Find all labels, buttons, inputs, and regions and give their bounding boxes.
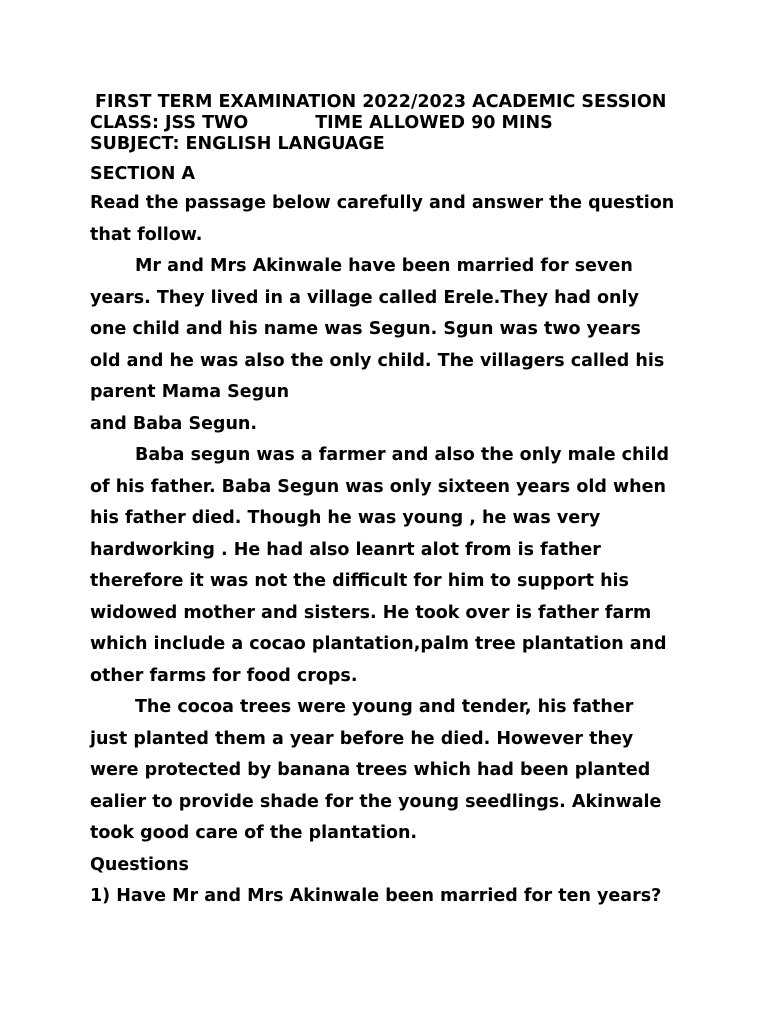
passage-line: Mr and Mrs Akinwale have been married for seven — [135, 256, 633, 276]
passage-line: of his father. Baba Segun was only sixteen years old when — [90, 476, 666, 497]
instructions-line: that follow. — [90, 224, 203, 245]
passage-paragraph-4 — [90, 692, 710, 850]
passage-paragraph-2 — [90, 409, 710, 441]
questions-heading: Questions — [90, 854, 189, 875]
passage-line: his father died. Though he was young , he was very — [90, 508, 601, 528]
passage-paragraph-3 — [90, 440, 710, 692]
passage-line: parent Mama Segun — [90, 382, 290, 402]
passage-paragraph-1 — [90, 251, 710, 409]
passage-line: one child and his name was Segun. Sgun was two years — [90, 319, 641, 339]
passage-line: Baba segun was a farmer and also the only male child — [135, 445, 670, 465]
passage-line: just planted them a year before he died. However they — [90, 728, 634, 749]
passage-line: which include a cocao plantation,palm tree plantation and — [90, 634, 667, 654]
section-heading: SECTION A — [90, 164, 196, 184]
subject-line: SUBJECT: ENGLISH LANGUAGE — [90, 134, 385, 154]
passage-line: old and he was also the only child. The villagers called his — [90, 350, 665, 371]
passage-line: and Baba Segun. — [90, 413, 258, 434]
exam-title: FIRST TERM EXAMINATION 2022/2023 ACADEMIC SESSION — [95, 92, 667, 112]
question-item: 1) Have Mr and Mrs Akinwale been married for ten years? — [90, 886, 662, 906]
passage-line: were protected by banana trees which had been planted — [90, 760, 651, 780]
passage-line: The cocoa trees were young and tender, his father — [135, 697, 634, 717]
instructions-line: Read the passage below carefully and answer the question — [90, 193, 675, 213]
passage-line: therefore it was not the difficult for him to support his — [90, 571, 629, 591]
class-time-line: CLASS: JSS TWO TIME ALLOWED 90 MINS — [90, 113, 553, 133]
passage-line: other farms for food crops. — [90, 665, 358, 686]
questions-list — [90, 881, 710, 913]
passage-line: took good care of the plantation. — [90, 823, 418, 843]
passage-line: widowed mother and sisters. He took over is father farm — [90, 602, 652, 623]
passage-line: hardworking . He had also leanrt alot from is father — [90, 539, 601, 560]
instructions — [90, 188, 710, 251]
passage-line: years. They lived in a village called Erele.They had only — [90, 287, 639, 308]
exam-page — [90, 92, 710, 913]
passage-line: ealier to provide shade for the young seedlings. Akinwale — [90, 791, 662, 812]
